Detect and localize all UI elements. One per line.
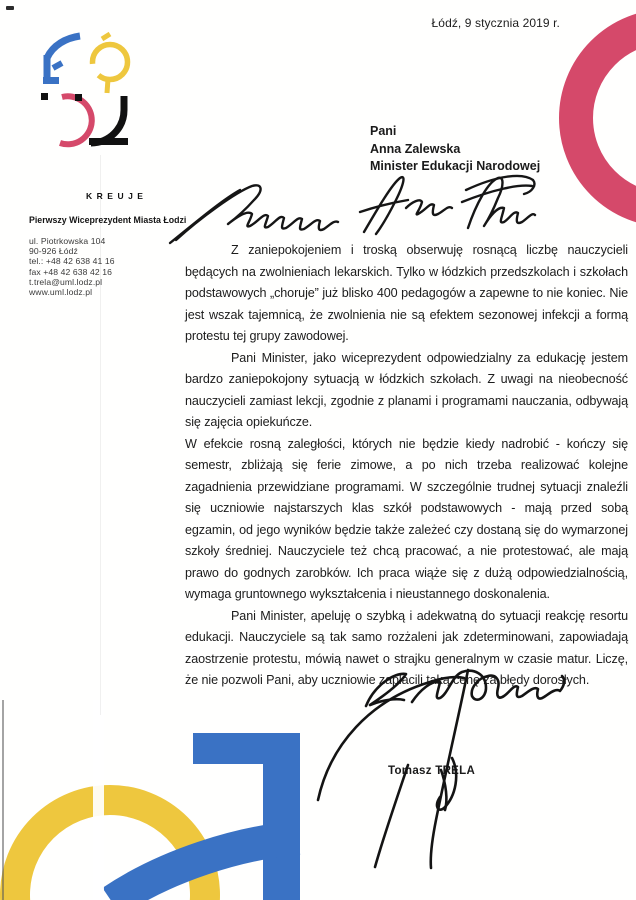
paragraph: W efekcie rosną zaległości, których nie będzie kiedy nadrobić - kończy się semestr, zbliżają się ferie zimowe, a po nich trzeba realizować kolejne zagadnienia przewidziane programami. W szczególnie trudnej sytuacji znaleźli się uczniowie najstarszych klas szkół podstawowych - mają przed sobą egzamin, od jego wyników będzie także zależeć czy dostaną się do wymarzonej szkoły średniej. Nauczyciele też chcą pracować, a nie protestować, ale mają prawo do godnych zarobków. Ich praca wiąże się z dużą odpowiedzialnością, wymaga gruntownego wykształcenia i nieustannego doskonalenia. [185,436,628,601]
decor-pink-ring [556,0,636,240]
scan-fold-line [100,155,101,715]
handwritten-salutation [165,165,545,250]
scan-speck [6,6,14,10]
paragraph: Pani Minister, jako wiceprezydent odpowiedzialny za edukację jestem bardzo zaniepokojony sytuacją w łódzkich szkołach. Z uwagi na nieobecność nauczycieli zamiast lekcji, zgodnie z planami i programami nauczania, odbywają się zajęcia opiekuńcze. [185,350,628,429]
recipient-name: Anna Zalewska [370,141,461,156]
paragraph: Pani Minister, apeluję o szybką i adekwatną do sytuacji reakcję resortu edukacji. Nauczyciele są tak samo rozżaleni jak zdeterminowani, zapowiadają zaostrzenie protestu, mówią nawet o strajku generalnym w czasie matur. Liczę, że nie pozwoli Pani, aby uczniowie zapłacili taką cenę za błędy dorosłych. [185,608,628,687]
sender-phone: tel.: +48 42 638 41 16 [29,256,115,267]
sender-website: www.uml.lodz.pl [29,287,93,298]
date-line: Łódź, 9 stycznia 2019 r. [431,16,560,30]
lodz-kreuje-logo [28,28,158,201]
sender-fax: fax +48 42 638 42 16 [29,266,112,277]
sender-city: 90-926 Łódź [29,246,78,257]
sender-address-block [29,236,115,297]
letter-body [185,240,628,692]
sender-street: ul. Piotrkowska 104 [29,236,106,246]
scan-edge-line [2,700,4,900]
signer-name: Tomasz TRELA [388,765,476,777]
decor-lodz-shapes [0,700,340,900]
logo-wordmark: KREUJE [86,191,148,201]
handwritten-signature [298,648,598,883]
paragraph: Z zaniepokojeniem i troską obserwuję rosnącą liczbę nauczycieli będących na zwolnieniach lekarskich. Tylko w łódzkich przedszkolach i szkołach podstawowych „choruje” już blisko 400 pedagogów a zapewne to nie koniec. Nie jest wszak tajemnicą, że zwolnienia nie są efektem sezonowej infekcji a formą protestu tej grupy zawodowej. [185,243,628,343]
sender-email: t.trela@uml.lodz.pl [29,276,103,287]
lodz-logo-icon [28,28,158,178]
recipient-salutation: Pani [370,124,397,138]
sender-title: Pierwszy Wiceprezydent Miasta Łodzi [29,215,187,225]
recipient-title: Minister Edukacji Narodowej [370,159,541,173]
